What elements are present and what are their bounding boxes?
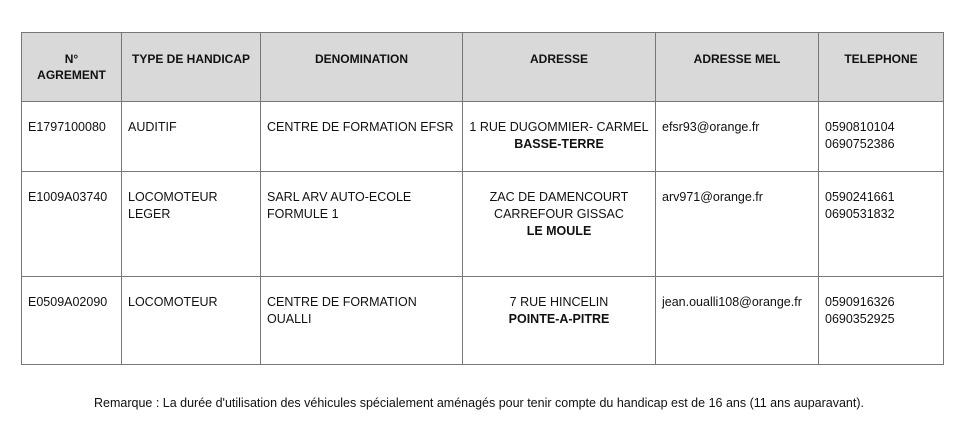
header-agrement-line1: N° [64, 52, 79, 66]
phone-2: 0690352925 [825, 312, 895, 326]
address-line1: ZAC DE DAMENCOURT [489, 190, 629, 204]
denomination-line2: FORMULE 1 [267, 207, 339, 221]
cell-denomination [261, 102, 463, 172]
cell-denomination [261, 277, 463, 365]
header-handicap: TYPE DE HANDICAP [122, 33, 261, 102]
address-line1: 7 RUE HINCELIN [509, 295, 609, 309]
cell-handicap: LOCOMOTEUR LEGER [122, 172, 261, 277]
cell-adresse [463, 102, 656, 172]
phone-2: 0690531832 [825, 207, 895, 221]
header-mel: ADRESSE MEL [656, 33, 819, 102]
cell-email: arv971@orange.fr [656, 172, 819, 277]
header-adresse: ADRESSE [463, 33, 656, 102]
cell-handicap: LOCOMOTEUR [122, 277, 261, 365]
cell-email: efsr93@orange.fr [656, 102, 819, 172]
table-header [22, 33, 944, 102]
address-line2: CARREFOUR GISSAC [494, 207, 624, 221]
cell-agrement: E1009A03740 [22, 172, 122, 277]
agreement-table [21, 32, 944, 365]
phone-2: 0690752386 [825, 137, 895, 151]
cell-adresse [463, 172, 656, 277]
address-city: LE MOULE [526, 224, 592, 238]
address-city: POINTE-A-PITRE [508, 312, 610, 326]
phone-1: 0590916326 [825, 295, 895, 309]
cell-telephone [819, 277, 944, 365]
table-body [22, 102, 944, 365]
denomination-line1: CENTRE DE FORMATION EFSR [267, 120, 454, 134]
cell-adresse [463, 277, 656, 365]
phone-1: 0590810104 [825, 120, 895, 134]
header-telephone: TELEPHONE [819, 33, 944, 102]
remark-note: Remarque : La durée d'utilisation des véhicules spécialement aménagés pour tenir compte du handicap est de 16 ans (11 ans auparavant). [94, 396, 864, 410]
address-city: BASSE-TERRE [514, 137, 604, 151]
header-row [22, 33, 944, 102]
denomination-line1: CENTRE DE FORMATION OUALLI [267, 295, 417, 326]
cell-email: jean.oualli108@orange.fr [656, 277, 819, 365]
header-agrement-line2: AGREMENT [37, 68, 106, 82]
header-agrement [22, 33, 122, 102]
denomination-line1: SARL ARV AUTO-ECOLE [267, 190, 412, 204]
cell-denomination [261, 172, 463, 277]
table-row [22, 172, 944, 277]
phone-1: 0590241661 [825, 190, 895, 204]
cell-handicap: AUDITIF [122, 102, 261, 172]
address-line1: 1 RUE DUGOMMIER- CARMEL [469, 120, 649, 134]
header-denomination: DENOMINATION [261, 33, 463, 102]
table-row [22, 102, 944, 172]
cell-agrement: E0509A02090 [22, 277, 122, 365]
cell-agrement: E1797100080 [22, 102, 122, 172]
cell-telephone [819, 172, 944, 277]
cell-telephone [819, 102, 944, 172]
table-row [22, 277, 944, 365]
